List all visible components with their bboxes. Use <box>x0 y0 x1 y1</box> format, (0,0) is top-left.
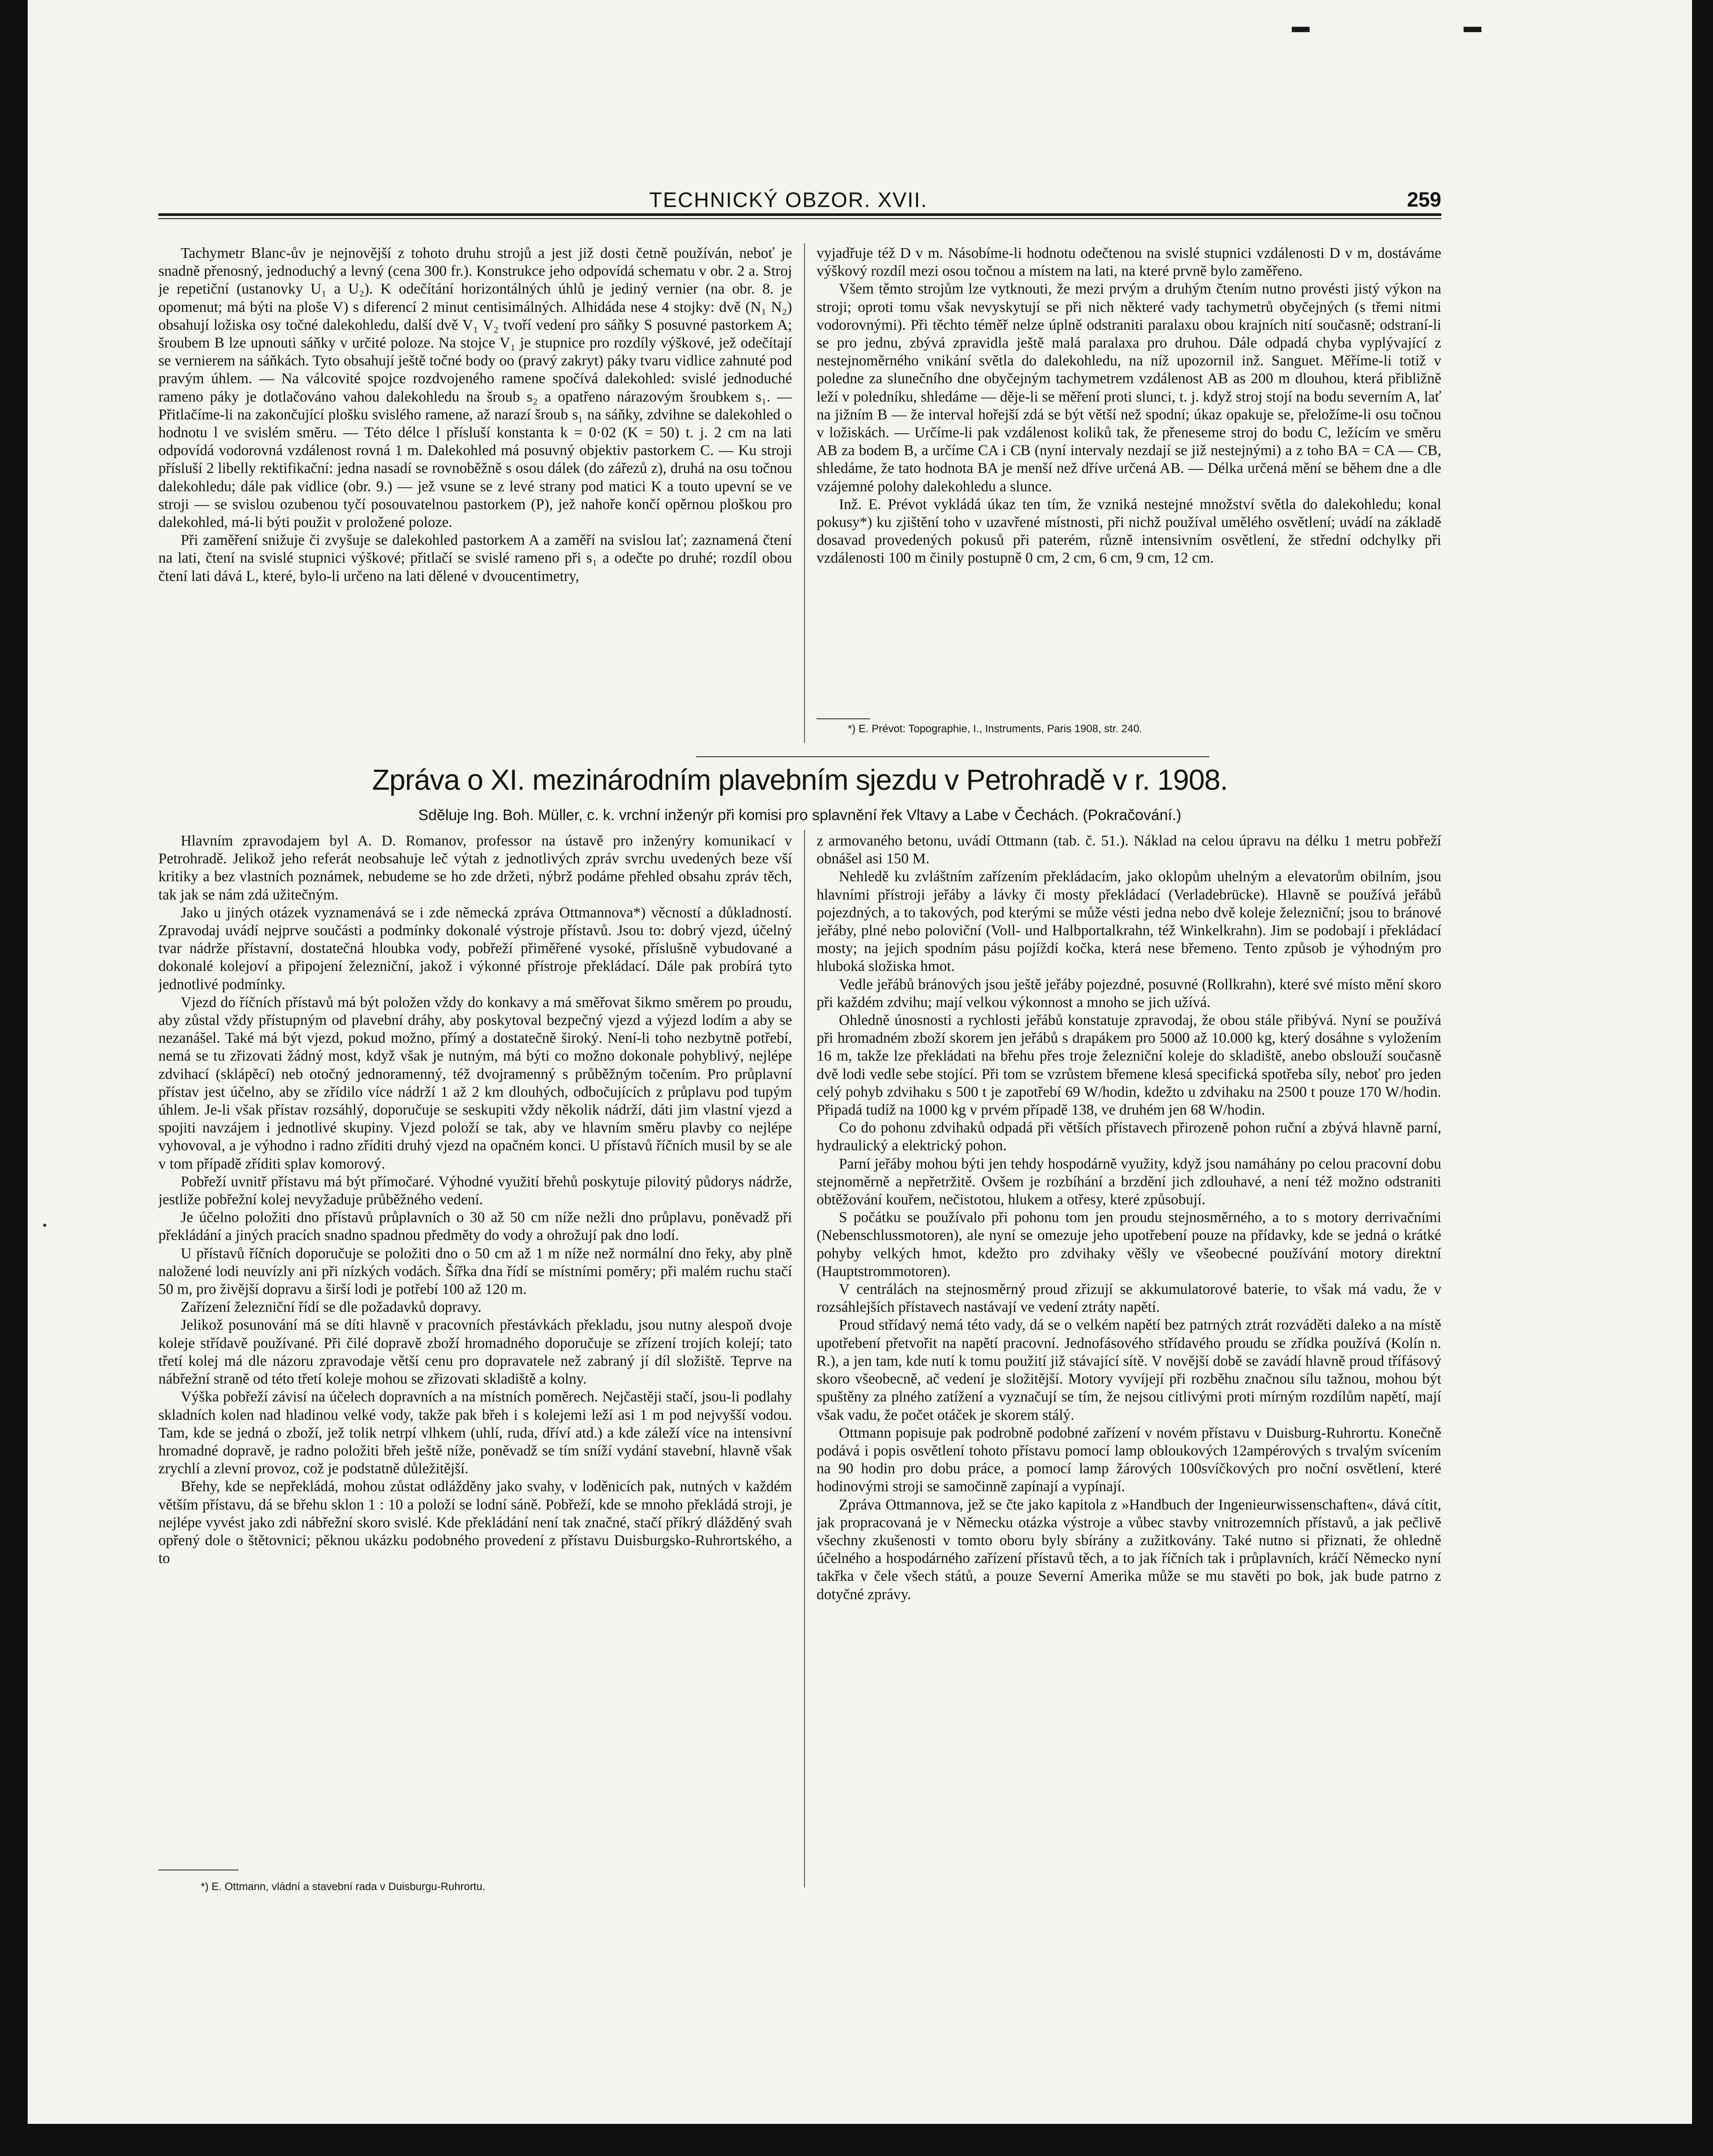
paragraph: Vedle jeřábů bránových jsou ještě jeřáby pojezdné, posuvné (Rollkrahn), které své místo mění skoro při každém zdvihu; mají velkou výkonnost a mnoho se jich užívá. <box>817 976 1441 1011</box>
margin-dot: • <box>42 1218 47 1233</box>
paragraph: Nehledě ku zvláštním zařízením překládacím, jako oklopům uhelným a elevatorům obilním, jsou hlavními přístroji jeřáby a lávky či mosty překládací (Verladebrücke). Hlavně se používá jeřábů pojezdných, a to takových, pod kterými se může vésti jedna nebo dvě koleje železniční; jsou to bránové jeřáby, plné nebo poloviční (Voll- und Halbportalkrahn, též Winkelkrahn). Jim se podobají i překládací mosty; na jejich spodním pásu pojíždí kočka, která nese břemeno. Tento způsob je výhodným pro hluboká složiska hmot. <box>817 868 1441 975</box>
article-left-column <box>158 832 792 1858</box>
paragraph: Ottmann popisuje pak podrobně podobné zařízení v novém přístavu v Duisburg-Ruhrortu. Konečně podává i popis osvětlení tohoto přístavu pomocí lamp obloukových 12ampérových s trvalým svícením na 90 hodin pro dobu práce, a pomocí lamp žárových 100svíčkových pro noční osvětlení, které hodinovými stroji se samočinně zapínají a vypínají. <box>817 1424 1441 1495</box>
article-right-column <box>817 832 1441 1903</box>
paragraph: z armovaného betonu, uvádí Ottmann (tab. č. 51.). Náklad na celou úpravu na délku 1 metru pobřeží obnášel asi 150 M. <box>817 833 1441 867</box>
journal-title: TECHNICKÝ OBZOR. XVII. <box>649 188 928 211</box>
footnote: *) E. Prévot: Topographie, I., Instruments, Paris 1908, str. 240. <box>848 723 1142 735</box>
footnote-rule <box>817 718 870 719</box>
paragraph: Zařízení železniční řídí se dle požadavků dopravy. <box>181 1299 482 1316</box>
paragraph: Hlavním zpravodajem byl A. D. Romanov, professor na ústavě pro inženýry komunikací v Petrohradě. Jelikož jeho referát neobsahuje leč výtah z jednotlivých zpráv svrchu uvedených beze vší kritiky a bez vlastních poznámek, nebudeme se ho zde držeti, nýbrž podáme přehled obsahu zpráv těch, tak jak se nám zdá užitečným. <box>158 833 792 903</box>
paragraph: vyjadřuje též D v m. Násobíme-li hodnotu odečtenou na svislé stupnici vzdálenosti D v m, dostáváme výškový rozdíl mezi osou točnou a místem na lati, na které prvně bylo zaměřeno. <box>817 245 1441 280</box>
column-divider <box>804 243 805 743</box>
paragraph: Parní jeřáby mohou býti jen tehdy hospodárně využity, když jsou namáhány po celou pracovní dobu stejnoměrně a nepřetržitě. Ovšem je rozbíhání a brzdění jich zdlouhavé, a není též možno odstraniti obtěžování kouřem, nečistotou, hlukem a otřesy, které způsobují. <box>817 1155 1441 1208</box>
paragraph: Pobřeží uvnitř přístavu má být přímočaré. Výhodné využití břehů poskytuje pilovitý půdorys nádrže, jestliže pobřežní kolej nevyžaduje průběžného vedení. <box>158 1173 792 1208</box>
paragraph: U přístavů říčních doporučuje se položiti dno o 50 cm až 1 m níže než normální dno řeky, aby plně naložené lodi neuvízly ani při nízkých vodách. Šířka dna řídí se místními poměry; při malém ruchu stačí 50 m, pro živější dopravu a širší lodi je potřebí 100 až 120 m. <box>158 1245 792 1298</box>
paragraph: Ohledně únosnosti a rychlosti jeřábů konstatuje zpravodaj, že obou stále přibývá. Nyní se používá při hromadném zboží skorem jen jeřábů s drapákem pro 5000 až 10.000 kg, který dosáhne s vyložením 16 m, takže lze překládati na břehu přes troje železniční koleje do skladiště, anebo obslouží současně dvě lodi vedle sebe stojící. Při tom se vzrůstem břemene klesá specifická spotřeba síly, neboť pro jeden celý pohyb zdvihaku s 500 t je zapotřebí 69 W/hodin, kdežto u zdvihaku na 2500 t pouze 170 W/hodin. Připadá tudíž na 1000 kg v prvém případě 138, ve druhém jen 68 W/hodin. <box>817 1012 1441 1119</box>
top-left-column <box>158 245 792 742</box>
page-number: 259 <box>1407 188 1441 211</box>
paragraph: Břehy, kde se nepřekládá, mohou zůstat odlážděny jako svahy, v loděnicích pak, nutných v každém větším přístavu, dá se břehu sklon 1 : 10 a položí se lodní sáně. Pobřeží, kde se mnoho překládá stroji, je nejlépe vyvést jako zdi nábřežní skoro svislé. Kde překládání není tak značné, stačí příkrý dlážděný svah opřený dole o štětovnici; pěknou ukázku podobného provedení z přístavu Duisburgsko-Ruhrortského, a to <box>158 1478 792 1567</box>
paragraph: Všem těmto strojům lze vytknouti, že mezi prvým a druhým čtením nutno provésti jistý výkon na stroji; oproti tomu však nevyskytují se při nich některé vady tachymetrů obyčejných (s třemi nitmi vodorovnými). Při těchto téměř nelze úplně odstraniti paralaxu obou krajních nití současně; odstraní-li se pro jednu, zbývá zpravidla ještě malá paralaxa pro druhou. Dále odpadá chyba vyplývající z nestejnoměrného vnikání světla do dalekohledu, na níž upozornil inž. Sanguet. Měříme-li totiž v poledne za slunečního dne obyčejným tachymetrem vzdálenost AB as 200 m dlouhou, která přibližně leží v poledníku, shledáme — děje-li se měření proti slunci, t. j. když stroj stojí na bodu severním A, lať na jižním B — že interval hořejší zdá se být větší než spodní; úkaz opakuje se, přeložíme-li osu točnou v ložiskách. — Určíme-li pak vzdálenost koliků tak, že přeneseme stroj do bodu C, ležícím ve směru AB za bodem B, a určíme CA i CB (nyní intervaly nezdají se již nestejnými) a z toho BA = CA — CB, shledáme, že tato hodnota BA je menší než dříve určená AB. — Délka určená mění se během dne a dle vzájemné polohy dalekohledu a slunce. <box>817 281 1441 495</box>
footnote: *) E. Ottmann, vládní a stavební rada v Duisburgu-Ruhrortu. <box>201 1881 485 1893</box>
header-rule <box>158 213 1441 216</box>
paragraph: Proud střídavý nemá této vady, dá se o velkém napětí bez patrných ztrát rozváděti daleko a na místě upotřebení přetvořit na napětí pracovní. Jednofásového střídavého proudu se zřídka používá (Kolín n. R.), a jen tam, kde nutí k tomu použití již stávající sítě. V novější době se zavádí hlavně proud třífásový skoro všeobecně, ač vedení je složitější. Motory vyvíjejí při rozběhu značnou sílu tažnou, mohou být spuštěny za plného zatížení a vyznačují se tím, že nejsou citlivými proti mírným rozdílům napětí, mají však vadu, že počet otáček je skorem stálý. <box>817 1317 1441 1423</box>
paragraph: V centrálách na stejnosměrný proud zřizují se akkumulatorové baterie, to však má vadu, že v rozsáhlejších přístavech nastávají ve vedení ztráty napětí. <box>817 1281 1441 1316</box>
top-right-column <box>817 245 1441 709</box>
column-divider <box>804 830 805 1887</box>
article-title: Zpráva o XI. mezinárodním plavebním sjezdu v Petrohradě v r. 1908. <box>372 763 1228 796</box>
article-byline: Sděluje Ing. Boh. Müller, c. k. vrchní inženýr při komisi pro splavnění řek Vltavy a Labe v Čechách. (Pokračování.) <box>418 807 1182 824</box>
header-rule-thin <box>158 218 1441 219</box>
running-header <box>158 187 1441 214</box>
scan-marker <box>1292 27 1310 32</box>
section-rule <box>696 756 1209 757</box>
paragraph: S počátku se používalo při pohonu tom jen proudu stejnosměrného, a to s motory derrivačními (Nebenschlussmotoren), ale nyní se omezuje jeho upotřebení pouze na přídavky, kde se jedná o krátké pohyby velkých hmot, kdežto pro zdvihaky věšly ve všeobecné používání motory direktní (Hauptstrommotoren). <box>817 1209 1441 1280</box>
paragraph: Inž. E. Prévot vykládá úkaz ten tím, že vzniká nestejné množství světla do dalekohledu; konal pokusy*) ku zjištění toho v uzavřené místnosti, při nichž používal umělého osvětlení; uvádí na základě dosavad provedených pokusů při paterém, různě intensivním osvětlení, že střední odchylky při vzdálenosti 100 m činily postupně 0 cm, 2 cm, 6 cm, 9 cm, 12 cm. <box>817 496 1441 567</box>
paragraph: Zpráva Ottmannova, jež se čte jako kapitola z »Handbuch der Ingenieurwissenschaften«, dává cítit, jak propracovaná je v Německu otázka výstroje a vůbec stavby vnitrozemních přístavů, a jak pečlivě všechny zkušenosti v tomto oboru byly sbírány a zužitkovány. Také nutno si přiznati, že ohledně účelného a hospodárného zařízení přístavů těch, a to jak říčních tak i průplavních, kráčí Německo nyní takřka v čele všech států, a pouze Severní Amerika může se mu stavěti po bok, jak bude patrno z dotyčné zprávy. <box>817 1496 1441 1603</box>
paragraph: Co do pohonu zdvihaků odpadá při větších přístavech přirozeně pohon ruční a zbývá hlavně parní, hydraulický a elektrický pohon. <box>817 1119 1441 1154</box>
scan-marker <box>1464 27 1481 32</box>
paragraph: Jelikož posunování má se díti hlavně v pracovních přestávkách překladu, jsou nutny alespoň dvoje koleje střídavě používané. Při čilé dopravě zboží hromadného doporučuje se zřízení trojích kolejí; tato třetí kolej má dle názoru zpravodaje větší cenu pro dopravatele než zabraný jí díl složiště. Teprve na nábřežní straně od této třetí koleje mohou se zřizovati skladiště a kolny. <box>158 1317 792 1388</box>
paragraph: Tachymetr Blanc-ův je nejnovější z tohoto druhu strojů a jest již dosti četně používán, neboť je snadně přenosný, jednoduchý a levný (cena 300 fr.). Konstrukce jeho odpovídá schematu v obr. 2 a. Stroj je repetiční (ustanovky U₁ a U₂). K odečítání horizontálných úhlů je jediný vernier (na obr. 8. je opomenut; má býti na ploše V) s diferencí 2 minut centisimálných. Alhidáda nese 4 stojky: dvě (N₁ N₂) obsahují ložiska osy točné dalekohledu, další dvě V₁ V₂ tvoří vedení pro sáňky S posuvné pastorkem A; šroubem B lze upnouti sáňky v určité poloze. Na stojce V₁ je stupnice pro rozdíly výškové, jež odečítají se vernierem na sáňkách. Tyto obsahují ještě točné body oo (pravý zakryt) páky tvaru vidlice zahnuté pod pravým úhlem. — Na válcovité spojce rozdvojeného ramene spočívá dalekohled: svislé jednoduché rameno páky je dotlačováno vahou dalekohledu na šroub s₂ a opatřeno nárazovým šroubkem s₁. — Přitlačíme-li na zakončující plošku svislého ramene, až narazí šroub s₁ na sáňky, zdvihne se dalekohled o hodnotu l ve svislém směru. — Této délce l přísluší konstanta k = 0·02 (K = 50) t. j. 2 cm na lati odpovídá vodorovná vzdálenost rovná 1 m. Dalekohled má posuvný objektiv pastorkem C. — Ku stroji přísluší 2 libelly rektifikační: jedna nasadí se rovnoběžně s osou dálek (do zářezů z), druhá na osu točnou dalekohledu; dále pak vidlice (obr. 9.) — jež vsune se z levé strany pod matici K a touto upevní se ve stroji — se svislou ozubenou tyčí posouvatelnou pastorkem (P), jež nahoře končí opěrnou ploškou pro dalekohled, má-li býti použit v proložené poloze. <box>158 245 792 531</box>
paragraph: Při zaměření snižuje či zvyšuje se dalekohled pastorkem A a zaměří na svislou lať; zaznamená čtení na lati, čtení na svislé stupnici výškové; přitlačí se svislé rameno při s₁ a odečte po druhé; rozdíl obou čtení lati dává L, které, bylo-li určeno na lati dělené v dvoucentimetry, <box>158 532 792 585</box>
paragraph: Je účelno položiti dno přístavů průplavních o 30 až 50 cm níže nežli dno průplavu, poněvadž při překládání a jiných pracích snadno spadnou předměty do vody a ohrožují pak dno lodí. <box>158 1209 792 1244</box>
paragraph: Vjezd do říčních přístavů má být položen vždy do konkavy a má směřovat šikmo směrem po proudu, aby zůstal vždy přístupným od plavební dráhy, aby poskytoval bezpečný vjezd a výjezd lodím a aby se nezanášel. Také má být vjezd, pokud možno, přímý a dostatečně široký. Není-li toho nezbytně potřebí, nemá se tu zřizovati žádný most, když však je nutným, má býti co možno dokonale pohyblivý, nejlépe zdvihací (sklápěcí) neb otočný jednoramenný, též dvojramenný s průběžným točením. Pro průplavní přístav jest účelno, aby se zřídilo více nádrží 1 až 2 km dlouhých, odbočujících z průplavu pod tupým úhlem. Je-li však přístav rozsáhlý, doporučuje se seskupiti vždy několik nádrží, dáti jim vlastní vjezd a spojiti navzájem i jednotlivé skupiny. Vjezd položí se tak, aby ve hlavním směru plavby co nejlépe vyhovoval, a je výhodno i radno zříditi druhý vjezd na opačném konci. U přístavů říčních musil by se ale v tom případě zříditi splav komorový. <box>158 994 792 1172</box>
paragraph: Výška pobřeží závisí na účelech dopravních a na místních poměrech. Nejčastěji stačí, jsou-li podlahy skladních kolen nad hladinou velké vody, takže pak břeh i s kolejemi leží asi 1 m pod nejvyšší vodou. Tam, kde se jedná o zboží, jež tolik netrpí vlhkem (uhlí, ruda, dříví atd.) a kde záleží více na intensivní hromadné dopravě, je radno položiti břeh ještě níže, poněvadž se tím sníží vydání stavební, hlavně však zrychlí a zlevní provoz, což je podstatně důležitější. <box>158 1389 792 1477</box>
paragraph: Jako u jiných otázek vyznamenává se i zde německá zpráva Ottmannova*) věcností a důkladností. Zpravodaj uvádí nejprve součásti a podmínky dokonalé výstroje přístavů. Jsou to: dobrý vjezd, účelný tvar nádrže přístavní, dostatečná hloubka vody, pobřeží přiměřené vysoké, příslušně vybudované a dokonalé kolejoví a připojení železniční, jakož i výkonné přístroje překládací. Dále pak probírá tyto jednotlivé podmínky. <box>158 904 792 993</box>
